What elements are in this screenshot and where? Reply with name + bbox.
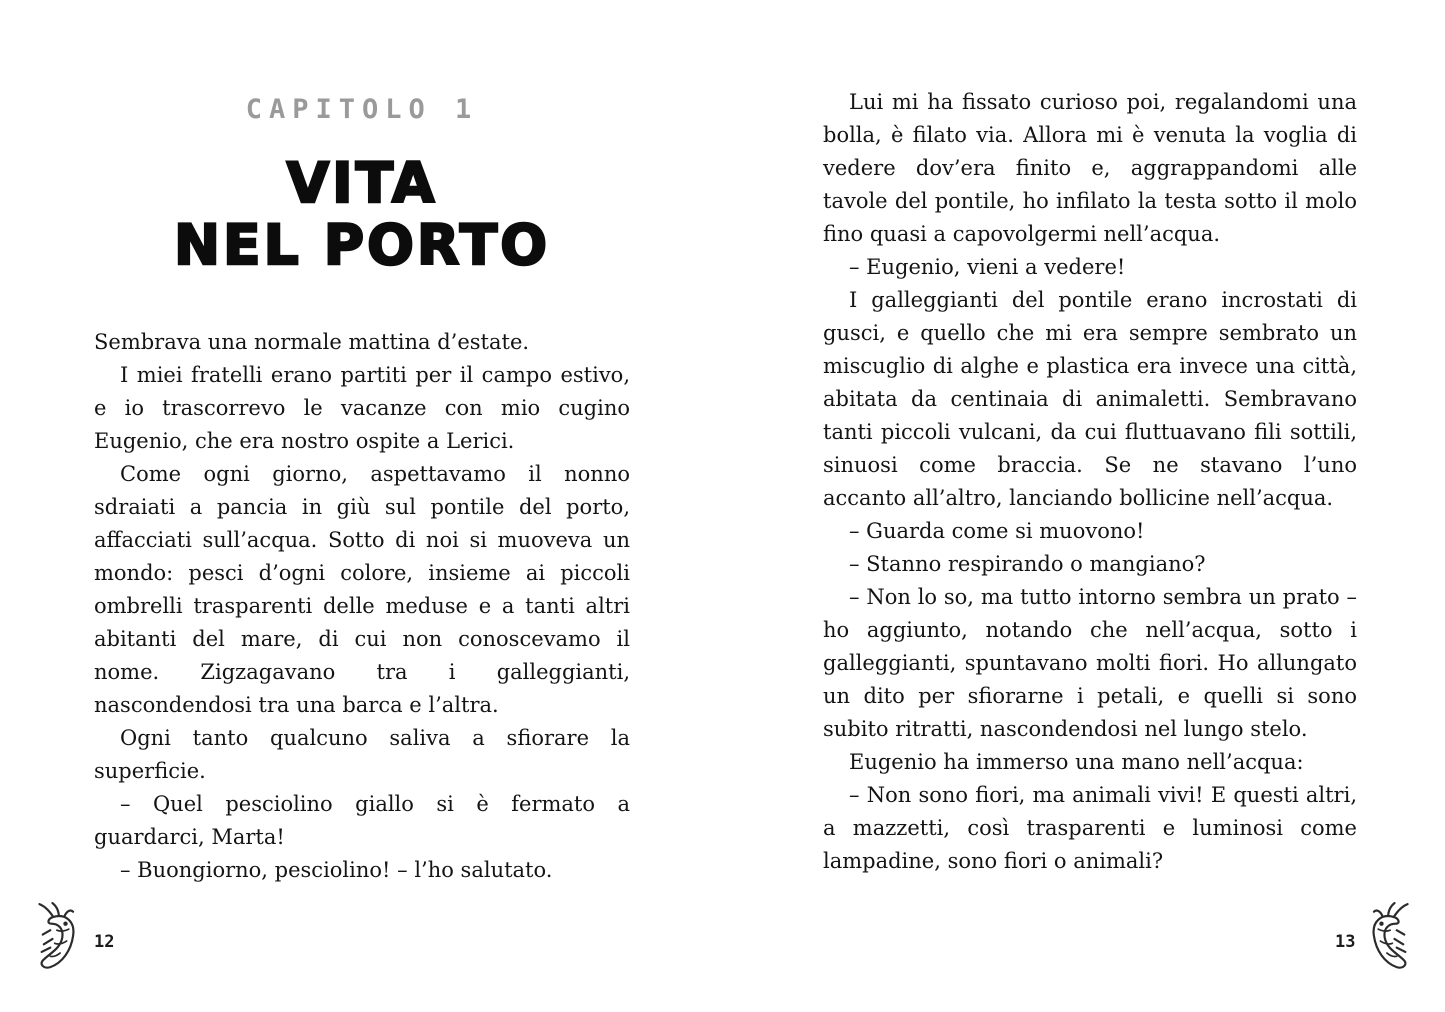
paragraph: Sembrava una normale mattina d’estate. <box>94 330 530 354</box>
chapter-label: CAPITOLO 1 <box>245 94 479 125</box>
paragraph: Eugenio ha immerso una mano nell’acqua: <box>849 750 1304 774</box>
paragraph: – Guarda come si muovono! <box>849 519 1145 543</box>
paragraph: I miei fratelli erano partiti per il campo estivo, e io trascorrevo le vacanze con mio cugino Eugenio, che era nostro ospite a Lerici. <box>94 363 630 453</box>
paragraph: I galleggianti del pontile erano incrostati di gusci, e quello che mi era sempre sembrato un miscuglio di alghe e plastica era invece una città, abitata da centinaia di animaletti. Sembravano tanti piccoli vulcani, da cui fluttuavano fili sottili, sinuosi come braccia. Se ne stavano l’uno accanto all’altro, lanciando bollicine nell’acqua. <box>823 288 1357 510</box>
paragraph: – Non sono fiori, ma animali vivi! E questi altri, a mazzetti, così trasparenti e luminosi come lampadine, sono fiori o animali? <box>823 783 1357 873</box>
chapter-title-line1: VITA <box>286 151 438 215</box>
page-number-left: 12 <box>94 932 115 952</box>
paragraph: – Buongiorno, pesciolino! – l’ho salutato. <box>120 858 553 882</box>
paragraph: Come ogni giorno, aspettavamo il nonno sdraiati a pancia in giù sul pontile del porto, affacciati sull’acqua. Sotto di noi si muoveva un mondo: pesci d’ogni colore, insieme ai piccoli ombrelli trasparenti delle meduse e a tanti altri abitanti del mare, di cui non conoscevamo il nome. Zigzagavano tra i galleggianti, nascondendosi tra una barca e l’altra. <box>94 462 630 717</box>
paragraph: – Stanno respirando o mangiano? <box>849 552 1206 576</box>
paragraph: – Quel pesciolino giallo si è fermato a guardarci, Marta! <box>94 792 630 849</box>
chapter-title-line2: NEL PORTO <box>173 212 550 277</box>
paragraph: Lui mi ha fissato curioso poi, regalandomi una bolla, è filato via. Allora mi è venuta la voglia di vedere dov’era finito e, aggrappandomi alle tavole del pontile, ho infilato la testa sotto il molo fino quasi a capovolgermi nell’acqua. <box>823 90 1357 246</box>
chapter-header <box>94 94 630 276</box>
left-page <box>0 0 722 1012</box>
shrimp-icon <box>1363 902 1413 978</box>
paragraph: – Non lo so, ma tutto intorno sembra un prato – ho aggiunto, notando che nell’acqua, sotto i galleggianti, spuntavano molti fiori. Ho allungato un dito per sfiorarne i petali, e quelli si sono subito ritratti, nascondendosi nel lungo stelo. <box>823 585 1357 741</box>
paragraph: Ogni tanto qualcuno saliva a sfiorare la superficie. <box>94 726 630 783</box>
paragraph: – Eugenio, vieni a vedere! <box>849 255 1126 279</box>
left-page-text <box>94 326 630 887</box>
page-number-right: 13 <box>1335 932 1356 952</box>
shrimp-icon <box>34 902 84 978</box>
right-page <box>723 0 1445 1012</box>
chapter-title <box>94 153 630 276</box>
right-page-text <box>823 86 1357 878</box>
